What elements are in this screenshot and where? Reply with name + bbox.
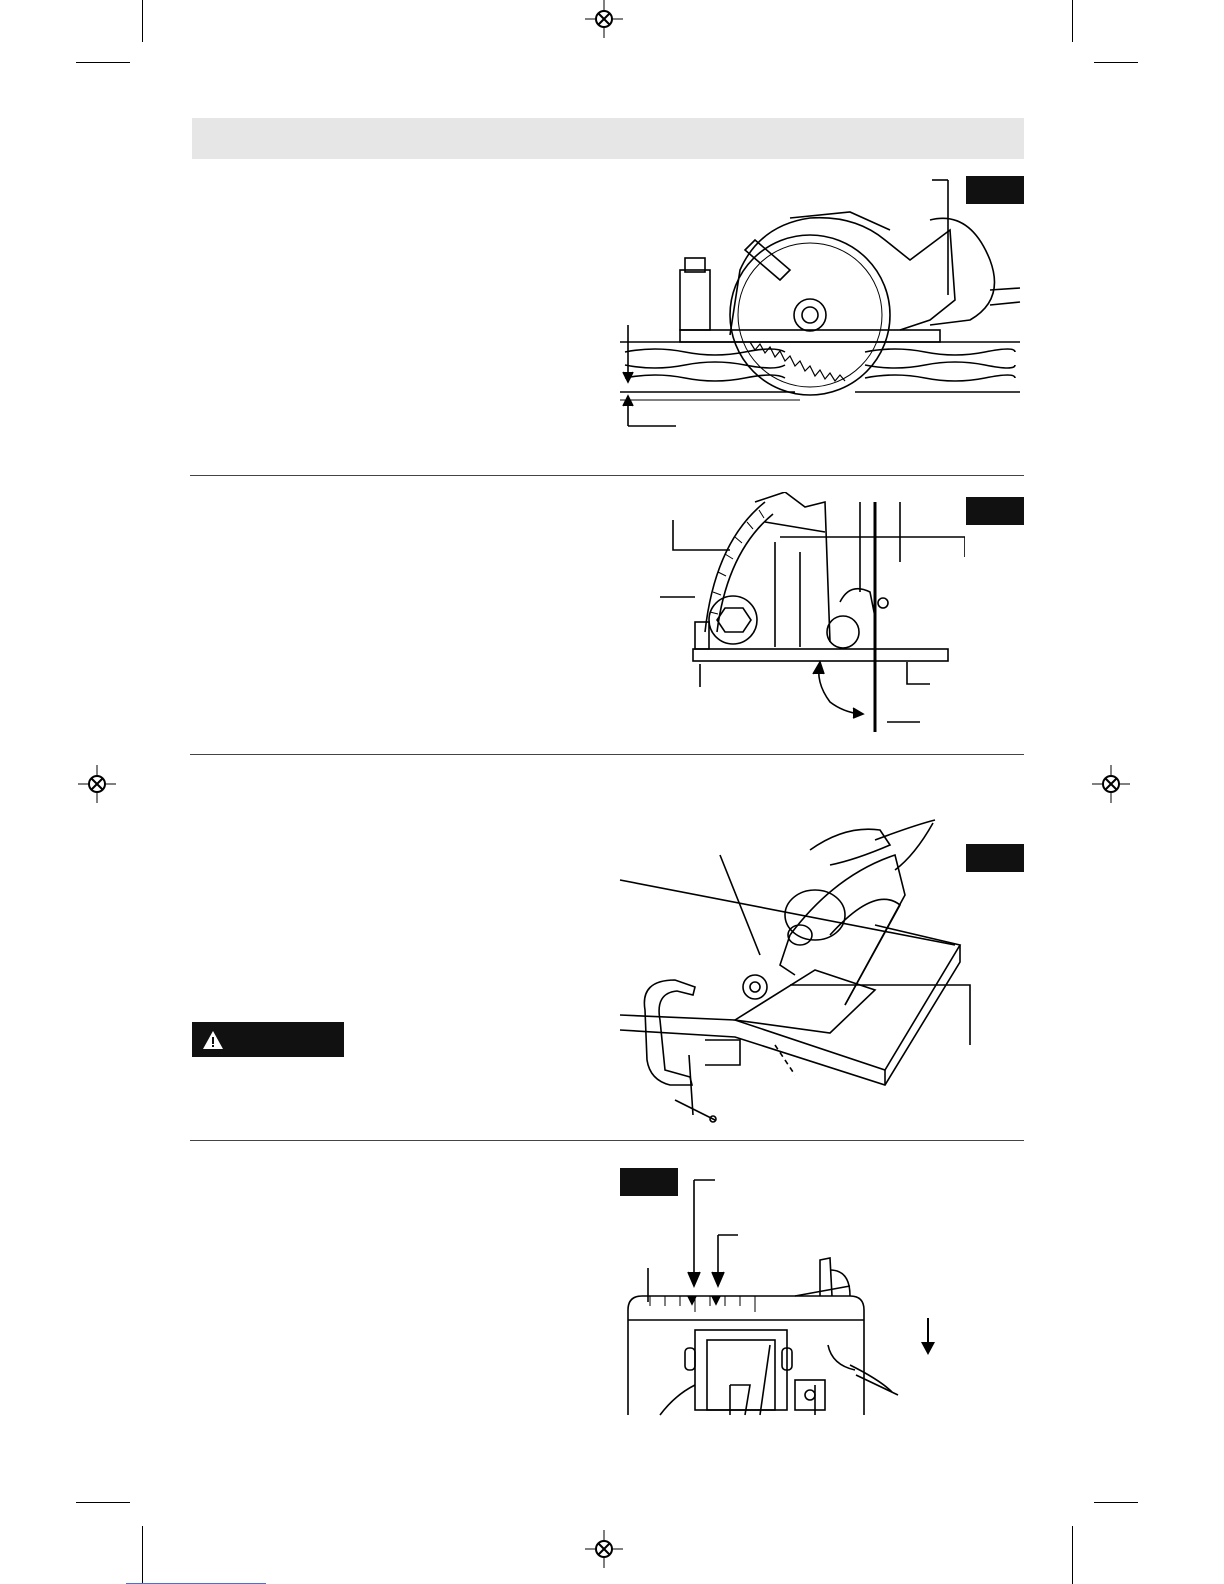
line-guide-illustration xyxy=(620,1170,910,1420)
section-divider xyxy=(190,1140,1024,1141)
crop-mark xyxy=(76,62,130,63)
crop-mark xyxy=(142,0,143,42)
feed-direction-arrow-icon xyxy=(918,1318,938,1358)
registration-mark-icon xyxy=(78,765,116,803)
crop-mark xyxy=(1094,62,1138,63)
figure-tab-2 xyxy=(966,497,1024,525)
registration-mark-icon xyxy=(585,1530,623,1568)
registration-mark-icon xyxy=(585,0,623,38)
registration-mark-icon xyxy=(1092,765,1130,803)
crop-mark xyxy=(1072,1526,1073,1584)
workpiece-support-illustration xyxy=(615,815,975,1130)
crop-mark xyxy=(1094,1502,1138,1503)
section-header-band xyxy=(192,118,1024,159)
warning-box xyxy=(192,1022,344,1057)
section-divider xyxy=(190,754,1024,755)
warning-triangle-icon xyxy=(202,1030,224,1050)
crop-mark xyxy=(76,1502,130,1503)
section-divider xyxy=(190,475,1024,476)
depth-adjustment-illustration xyxy=(610,170,1025,440)
crop-mark xyxy=(142,1526,143,1584)
crop-mark xyxy=(1072,0,1073,42)
bevel-adjustment-illustration xyxy=(655,492,965,737)
